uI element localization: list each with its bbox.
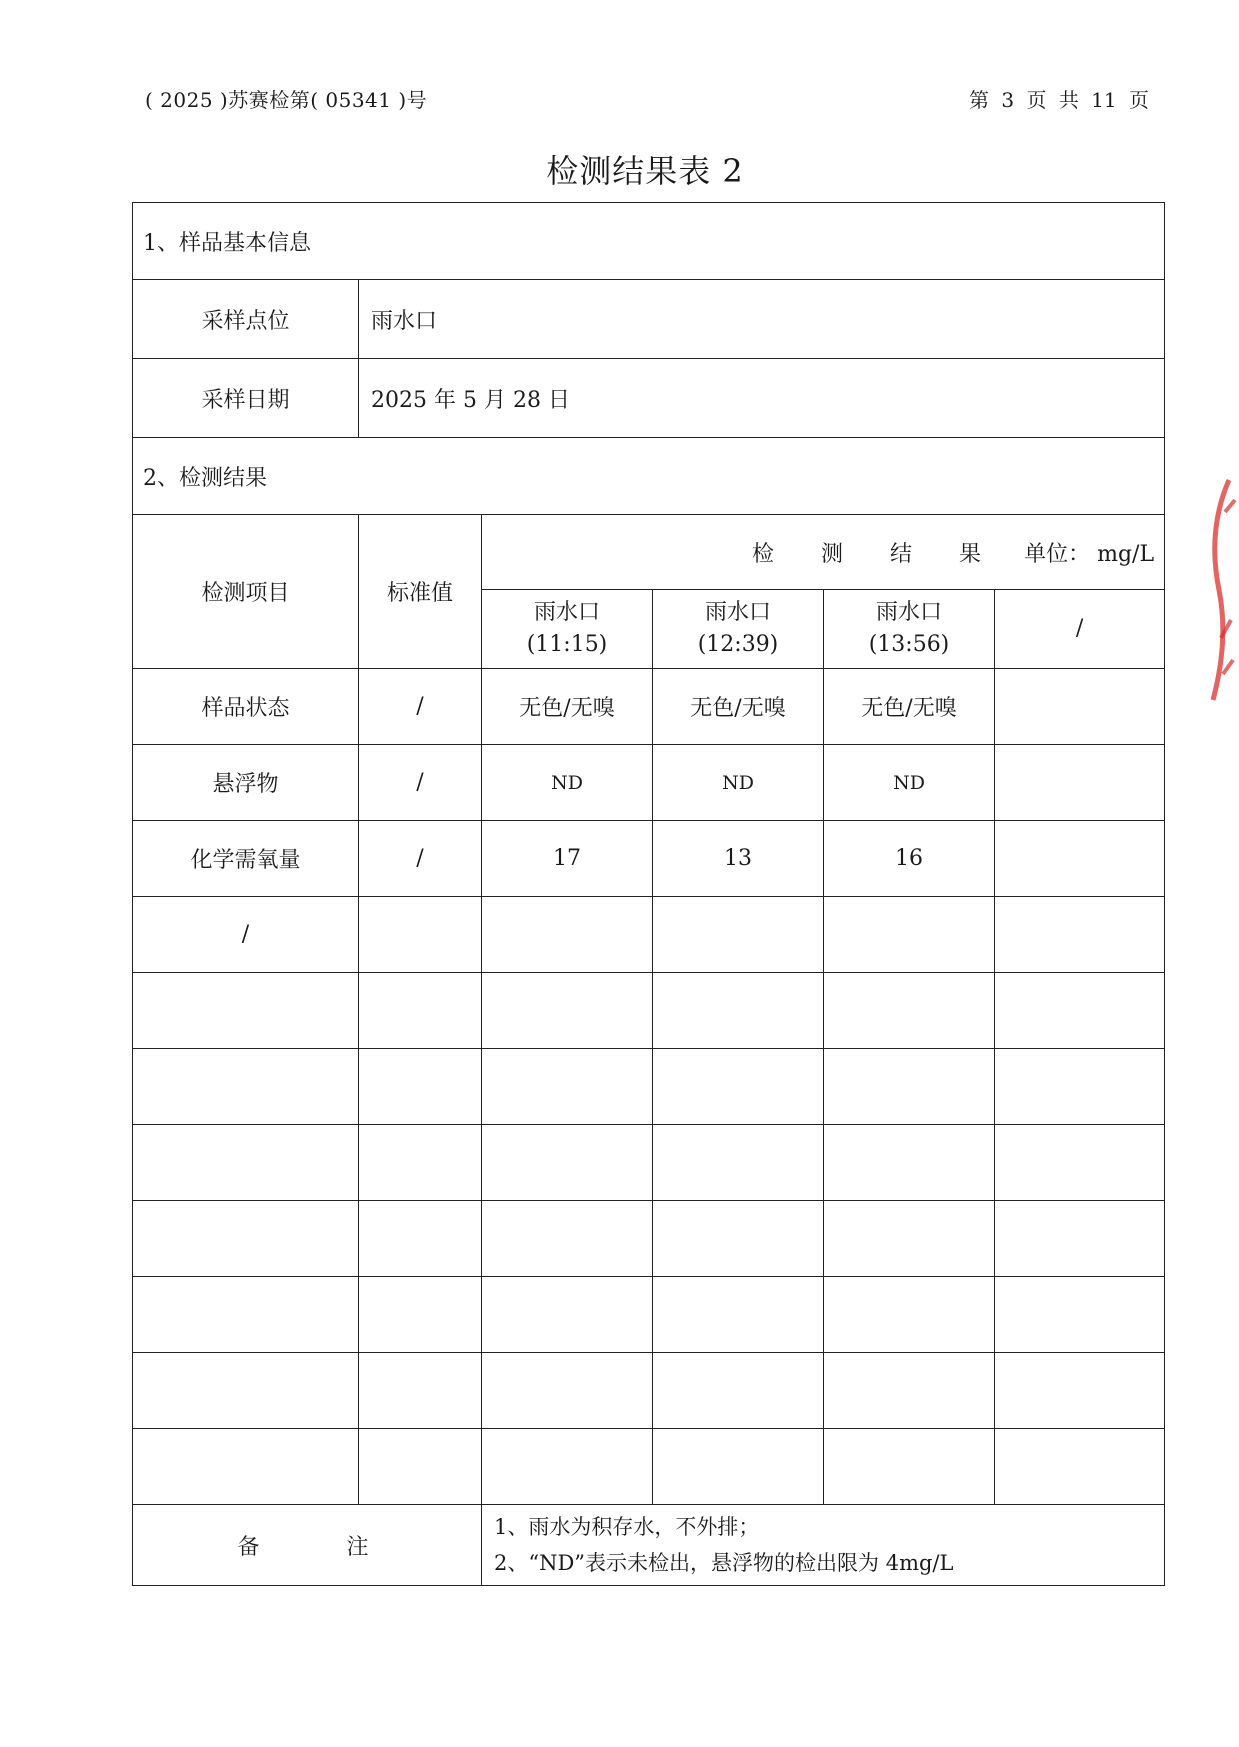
sample-header <box>824 590 995 669</box>
sample-time: (13:56) <box>868 632 950 657</box>
section1-row <box>133 203 1165 280</box>
sample-name: 雨水口 <box>875 600 942 625</box>
sampling-point-row <box>133 280 1165 359</box>
report-table <box>132 202 1165 1586</box>
report-number: ( 2025 )苏赛检第( 05341 )号 <box>145 88 428 112</box>
results-title: 检 测 结 果 <box>752 542 1001 567</box>
value-cell: 17 <box>482 821 653 897</box>
table-row <box>133 745 1165 821</box>
standard-cell: / <box>359 821 482 897</box>
value-cell: ND <box>482 745 653 821</box>
blank-row <box>133 1049 1165 1125</box>
sample-header <box>482 590 653 669</box>
value-cell: 无色/无嗅 <box>653 669 824 745</box>
value-cell <box>482 897 653 973</box>
sampling-date-value: 2025 年 5 月 28 日 <box>359 359 1165 438</box>
blank-row <box>133 1277 1165 1353</box>
standard-cell: / <box>359 745 482 821</box>
blank-row <box>133 1429 1165 1505</box>
sample-header <box>995 590 1165 669</box>
item-cell: 悬浮物 <box>133 745 359 821</box>
page-title: 检测结果表 2 <box>546 152 744 190</box>
standard-cell: / <box>359 669 482 745</box>
sample-name: 雨水口 <box>533 600 600 625</box>
table-row <box>133 821 1165 897</box>
sampling-point-value: 雨水口 <box>359 280 1165 359</box>
value-cell: ND <box>824 745 995 821</box>
notes-row <box>133 1505 1165 1586</box>
value-cell: 无色/无嗅 <box>482 669 653 745</box>
sampling-date-label: 采样日期 <box>133 359 359 438</box>
page-info: 第 3 页 共 11 页 <box>969 88 1149 112</box>
blank-row <box>133 1353 1165 1429</box>
value-cell <box>995 821 1165 897</box>
blank-row <box>133 1201 1165 1277</box>
value-cell: 13 <box>653 821 824 897</box>
section2-row <box>133 438 1165 515</box>
value-cell: ND <box>653 745 824 821</box>
results-header-row <box>133 515 1165 590</box>
sampling-point-label: 采样点位 <box>133 280 359 359</box>
value-cell <box>995 669 1165 745</box>
results-header <box>482 515 1165 590</box>
sample-name: 雨水口 <box>704 600 771 625</box>
unit-label: 单位： mg/L <box>1024 542 1155 567</box>
sampling-date-row <box>133 359 1165 438</box>
section1-heading: 1、样品基本信息 <box>133 203 1165 280</box>
value-cell <box>995 897 1165 973</box>
col-item-header: 检测项目 <box>133 515 359 669</box>
table-row <box>133 897 1165 973</box>
table-row <box>133 669 1165 745</box>
item-cell: 样品状态 <box>133 669 359 745</box>
value-cell <box>653 897 824 973</box>
sample-time: (11:15) <box>526 632 608 657</box>
col-standard-header: 标准值 <box>359 515 482 669</box>
blank-row <box>133 973 1165 1049</box>
section2-heading: 2、检测结果 <box>133 438 1165 515</box>
value-cell <box>995 745 1165 821</box>
item-cell: / <box>133 897 359 973</box>
seal-stamp-fragment <box>1199 470 1239 710</box>
standard-cell <box>359 897 482 973</box>
value-cell: 16 <box>824 821 995 897</box>
value-cell: 无色/无嗅 <box>824 669 995 745</box>
notes-content <box>482 1505 1165 1586</box>
item-cell: 化学需氧量 <box>133 821 359 897</box>
blank-row <box>133 1125 1165 1201</box>
sample-header <box>653 590 824 669</box>
sample-name: / <box>1075 616 1084 641</box>
note-line: 2、“ND”表示未检出，悬浮物的检出限为 4mg/L <box>494 1551 954 1575</box>
note-line: 1、雨水为积存水，不外排； <box>494 1515 760 1539</box>
notes-label: 备 注 <box>133 1505 482 1586</box>
value-cell <box>824 897 995 973</box>
sample-time: (12:39) <box>697 632 779 657</box>
